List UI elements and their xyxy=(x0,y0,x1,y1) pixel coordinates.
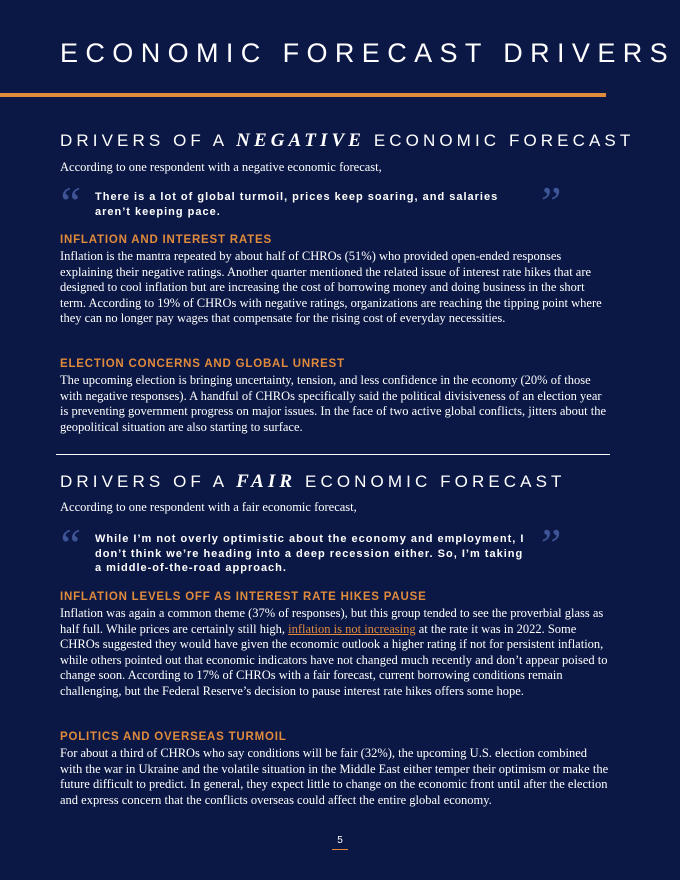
close-quote-icon: ” xyxy=(536,519,562,570)
heading-prefix: DRIVERS OF A xyxy=(60,131,228,150)
heading-emphasis: FAIR xyxy=(236,471,297,492)
politics-turmoil-text: For about a third of CHROs who say conditions will be fair (32%), the upcoming U.S. election combined with the war in Ukraine and the volatile situation in the Middle East either temper their optimism or make the future difficult to predict. In general, they expect little to change on the economic front until after the election and express concern that the conflicts overseas could affect the entire global economy. xyxy=(60,746,609,807)
heading-suffix: ECONOMIC FORECAST xyxy=(373,131,635,150)
negative-quote-text: There is a lot of global turmoil, prices keep soaring, and salaries aren’t keeping pace. xyxy=(95,191,499,218)
page-number: 5 xyxy=(337,835,343,846)
negative-section-heading xyxy=(60,130,634,152)
open-quote-icon: “ xyxy=(56,519,82,570)
heading-prefix: DRIVERS OF A xyxy=(60,472,228,491)
politics-turmoil-heading: POLITICS AND OVERSEAS TURMOIL xyxy=(60,731,287,743)
inflation-interest-heading: INFLATION AND INTEREST RATES xyxy=(60,234,272,246)
close-quote-icon: ” xyxy=(536,177,562,228)
page-number-rule xyxy=(332,849,348,850)
open-quote-icon: “ xyxy=(56,177,82,228)
inflation-link[interactable]: inflation is not increasing xyxy=(288,621,416,636)
fair-quote-text: While I’m not overly optimistic about the economy and employment, I don’t think we’re heading into a deep recession either. So, I’m taking a middle-of-the-road approach. xyxy=(95,533,525,574)
heading-suffix: ECONOMIC FORECAST xyxy=(305,472,566,491)
inflation-interest-text: Inflation is the mantra repeated by about half of CHROs (51%) who provided open-ended responses explaining their negative ratings. Another quarter mentioned the related issue of interest rate hikes that are designed to cool inflation but are increasing the cost of borrowing money and doing business in the short term. According to 19% of CHROs with negative ratings, organizations are reaching the tipping point where they can no longer pay wages that compensate for the rising cost of everyday necessities. xyxy=(60,249,602,326)
inflation-levels-text-start: Inflation was again a common theme (37% of responses), but this group tended to see the proverbial glass as half full. While prices are certainly still high, xyxy=(60,606,604,636)
title-rule xyxy=(0,93,606,97)
heading-emphasis: NEGATIVE xyxy=(236,130,366,151)
inflation-levels-text-end: at the rate it was in 2022. Some CHROs suggested they would have given the economic outlook a higher rating if not for persistent inflation, while others pointed out that economic indicators have not changed much recently and don’t appear poised to change soon. According to 17% of CHROs with a fair forecast, current borrowing conditions remain challenging, but the Federal Reserve’s decision to pause interest rate hikes offers some hope. xyxy=(60,621,608,698)
negative-intro: According to one respondent with a negative economic forecast, xyxy=(60,160,382,174)
fair-section-heading xyxy=(60,471,566,493)
page-title: ECONOMIC FORECAST DRIVERS xyxy=(60,38,676,68)
election-unrest-heading: ELECTION CONCERNS AND GLOBAL UNREST xyxy=(60,358,345,370)
inflation-levels-text xyxy=(60,606,610,700)
election-unrest-text: The upcoming election is bringing uncertainty, tension, and less confidence in the economy (20% of those with negative responses). A handful of CHROs specifically said the political divisiveness of an election year is preventing government progress on major issues. In the face of two active global conflicts, jitters about the geopolitical situation are also starting to surface. xyxy=(60,373,607,434)
section-divider xyxy=(56,454,610,455)
fair-intro: According to one respondent with a fair economic forecast, xyxy=(60,500,357,514)
inflation-levels-heading: INFLATION LEVELS OFF AS INTEREST RATE HIKES PAUSE xyxy=(60,591,427,603)
